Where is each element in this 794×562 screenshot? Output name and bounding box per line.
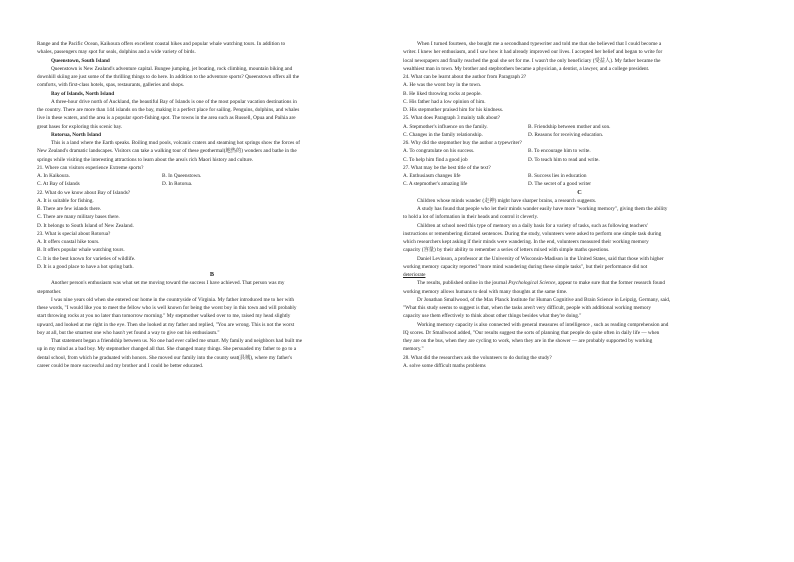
text-line: Children whose minds wander (走神) might have sharper brains, a research suggests. (417, 197, 597, 204)
answer-option: A. It offers coastal hike tours. (37, 239, 100, 245)
option-row (37, 172, 387, 180)
option-row (403, 123, 756, 131)
text-line: to hold a lot of information in their heads and control it cleverly. (403, 214, 539, 221)
text-fragment: The results, published online in the journal (417, 280, 509, 287)
text-line: IQ scores. Dr Smallwood added, "Our results suggest the sorts of planning that people do quite often in daily life — when (403, 329, 660, 336)
text-line: That statement began a friendship between us. No one had ever called me smart. My family and neighbors had built me (51, 338, 303, 344)
option-row (403, 147, 756, 155)
answer-option: B. In Queenstown. (162, 173, 202, 179)
answer-option: C. At Bay of Islands (37, 181, 80, 188)
text-line: working memory allows humans to deal with many thoughts at the same time. (403, 288, 568, 295)
section-letter-b: B (209, 271, 215, 278)
option-row (403, 156, 756, 164)
text-line: memory." (403, 346, 424, 353)
option-row (403, 131, 756, 139)
option-row (37, 180, 387, 188)
answer-option: C. It is the best known for varieties of wildlife. (37, 255, 136, 262)
text-line: local newspapers and finally reached the goal she set for me. I wasn't the only beneficiary (受益人). My father became the (403, 57, 661, 64)
answer-option: A. Stepmother's influence on the family. (403, 123, 488, 130)
text-line: wealthiest man in town. My brother and stepbrothers became a physician, a dentist, a lawyer, and a college president. (403, 65, 650, 72)
right-column (403, 40, 756, 370)
text-line: Queenstown is New Zealand's adventure capital. Bungee jumping, jet boating, rock climbing, mountain biking and (51, 65, 293, 72)
answer-option: C. Changes in the family relationship. (403, 131, 483, 138)
section-heading-rotorua: Rotorua, North Island (51, 131, 102, 138)
text-line: "What this study seems to suggest is that, when the tasks aren't very difficult, people with additional working memory (403, 305, 651, 311)
option-row (403, 172, 756, 180)
answer-option: C. His father had a low opinion of him. (403, 98, 486, 105)
answer-option: A. Enthusiasm changes life (403, 173, 461, 179)
question-stem: 25. What does Paragraph 3 mainly talk about? (403, 115, 501, 122)
answer-option: D. It is a good place to have a hot spring bath. (37, 263, 134, 270)
text-line: boy at all, but the smartest one who hasn't yet found a way to give out his enthusiasm." (37, 329, 220, 336)
text-line (403, 279, 756, 287)
text-line: whales, passengers may spot fur seals, dolphins and a wide variety of birds. (37, 49, 196, 56)
section-letter-c: C (577, 188, 582, 196)
section-heading-queenstown: Queenstown, South Island (51, 57, 110, 64)
text-fragment: , appear to make sure that the former research found (555, 280, 665, 287)
text-line (403, 271, 756, 279)
text-line: start throwing rocks at you no later than tomorrow morning." My stepmother walked over to me, raised my head slightly (37, 313, 291, 320)
answer-option: D. To teach him to read and write. (528, 156, 600, 163)
text-line: the country. There are more than 144 islands on the bay, making it a perfect place for sailing. Penguins, dolphins, and whales (37, 107, 300, 113)
answer-option: B. Friendship between mother and son. (528, 123, 611, 130)
answer-option: D. Reasons for receiving education. (528, 131, 604, 138)
left-column (37, 40, 387, 370)
text-line: dental school, from which he graduated with honors. She moved our family into the county seat(县城), where my father's (37, 354, 293, 361)
answer-option: B. It offers popular whale watching tours. (37, 247, 125, 254)
text-line: up in my mind as a bad boy. My stepmother changed all that. She changed many things. She persuaded my father to go to a (37, 346, 297, 353)
text-line: these words, "I would like you to meet the fellow who is well known for being the worst boy in this town and will probably (37, 305, 297, 311)
question-stem: 23. What is special about Rotorua? (37, 230, 111, 237)
text-line: capacity (容量) by their ability to remember a series of letters mixed with simple maths questions. (403, 247, 610, 254)
question-stem: 27. What may be the best title of the text? (403, 164, 491, 171)
section-heading-bay-of-islands: Bay of Islands, North Island (51, 90, 115, 97)
option-row (403, 180, 756, 188)
answer-option: D. It belongs to South Island of New Zealand. (37, 222, 134, 229)
answer-option: A. He was the worst boy in the town. (403, 82, 482, 89)
text-line: instructions or remembering dictated sentences. During the study, volunteers were asked to perform one simple task during (403, 230, 662, 237)
text-line: New Zealand's dramatic landscapes. Visitors can take a walking tour of these geothermal(地热的) wonders and bathe in the (37, 148, 297, 155)
text-line: comforts, with first-class hotels, spas, restaurants, galleries and shops. (37, 82, 185, 89)
text-line: career could be more successful and my brother and I could be better educated. (37, 362, 204, 369)
answer-option: C. To help him find a good job (403, 156, 468, 163)
text-line: stepmother. (37, 288, 62, 295)
text-line: When I turned fourteen, she bought me a secondhand typewriter and told me that she believed that I could become a (417, 41, 662, 47)
answer-option: B. There are few islands there. (37, 206, 102, 212)
answer-option: C. There are many military bases there. (37, 214, 120, 221)
text-line: I was nine years old when she entered our home in the countryside of Virginia. My father introduced me to her with (51, 296, 294, 303)
text-line: they are on the bus, when they are cycling to work, when they are in the shower — are probably supported by working (403, 338, 653, 344)
journal-name: Psychological Science (508, 280, 556, 287)
answer-option: A. It is suitable for fishing. (37, 197, 94, 204)
answer-option: A. solve some difficult maths problems (403, 362, 486, 369)
answer-option: A. In Kaikoura. (37, 173, 70, 179)
text-line: upward, and looked at me right in the eye. Then she looked at my father and replied, "You are wrong. This is not the worst (37, 321, 295, 328)
text-line: writer. I knew her enthusiasm, and I saw how it had already improved our lives. I accepted her belief and began to write for (403, 49, 663, 56)
text-line: Range and the Pacific Ocean, Kaikoura offers excellent coastal hikes and popular whale watching tours. In addition to (37, 41, 286, 47)
answer-option: C. A stepmother's amazing life (403, 181, 468, 188)
question-stem: 24. What can be learnt about the author from Paragraph 2? (403, 74, 527, 80)
text-line: Daniel Levinson, a professor at the University of Wisconsin-Madison in the United States, said that those with higher (417, 255, 664, 262)
question-stem: 26. Why did the stepmother buy the author a typewriter? (403, 140, 522, 146)
question-stem: 21. Where can visitors experience Extreme sports? (37, 164, 144, 171)
text-line: live in these waters, and the area is a popular sport-fishing spot. The towns in the area such as Russell, Opua and Paihia are (37, 115, 296, 122)
text-line: A three-hour drive north of Auckland, the beautiful Bay of Islands is one of the most popular vacation destinations in (51, 98, 297, 105)
answer-option: D. His stepmother praised him for his kindness. (403, 107, 504, 113)
answer-option: D. In Rotorua. (162, 181, 193, 188)
text-line: working memory capacity reported "more mind wandering during these simple tasks", but their performance did not (403, 263, 648, 270)
text-line: Another person's enthusiasm was what set me moving toward the success I have achieved. That person was my (51, 280, 285, 287)
question-stem: 22. What do we know about Bay of Islands? (37, 189, 131, 196)
text-line: Dr Jonathan Smallwood, of the Max Planck Institute for Human Cognitive and Brain Science in Leipzig, Germany, said, (417, 296, 671, 303)
answer-option: A. To congratulate on his success. (403, 148, 475, 155)
answer-option: D. The secret of a good writer (528, 181, 592, 188)
question-stem: 28. What did the researchers ask the volunteers to do during the study? (403, 354, 552, 361)
answer-option: B. He liked throwing rocks at people. (403, 90, 482, 97)
text-line: great bases for exploring this scenic bay. (37, 123, 123, 130)
text-line: springs while visiting the interesting attractions to learn about the area's rich Maori history and culture. (37, 156, 254, 163)
answer-option: B. To encourage him to write. (528, 148, 591, 155)
text-line: A study has found that people who let their minds wander easily have more "working memory", giving them the ability (417, 206, 668, 212)
text-line: This is a land where the Earth speaks. Boiling mud pools, volcanic craters and steaming hot springs show the forces of (51, 140, 301, 146)
underlined-word: deteriorate (403, 272, 426, 278)
text-line: downhill skiing are just some of the thrilling things to do here. In addition to the adventure sports? Queenstown offers all the (37, 74, 300, 80)
text-line: Children at school need this type of memory on a daily basis for a variety of tasks, such as following teachers' (417, 222, 648, 229)
text-line: capacity use them effectively to think about other things besides what they're doing." (403, 313, 582, 320)
text-line: which researchers kept asking if their minds were wandering. In the end, volunteers measured their working memory (403, 239, 649, 245)
answer-option: B. Success lies in education (528, 173, 587, 179)
text-line: Working memory capacity is also connected with general measures of intelligence , such as reading comprehension and (417, 321, 669, 328)
